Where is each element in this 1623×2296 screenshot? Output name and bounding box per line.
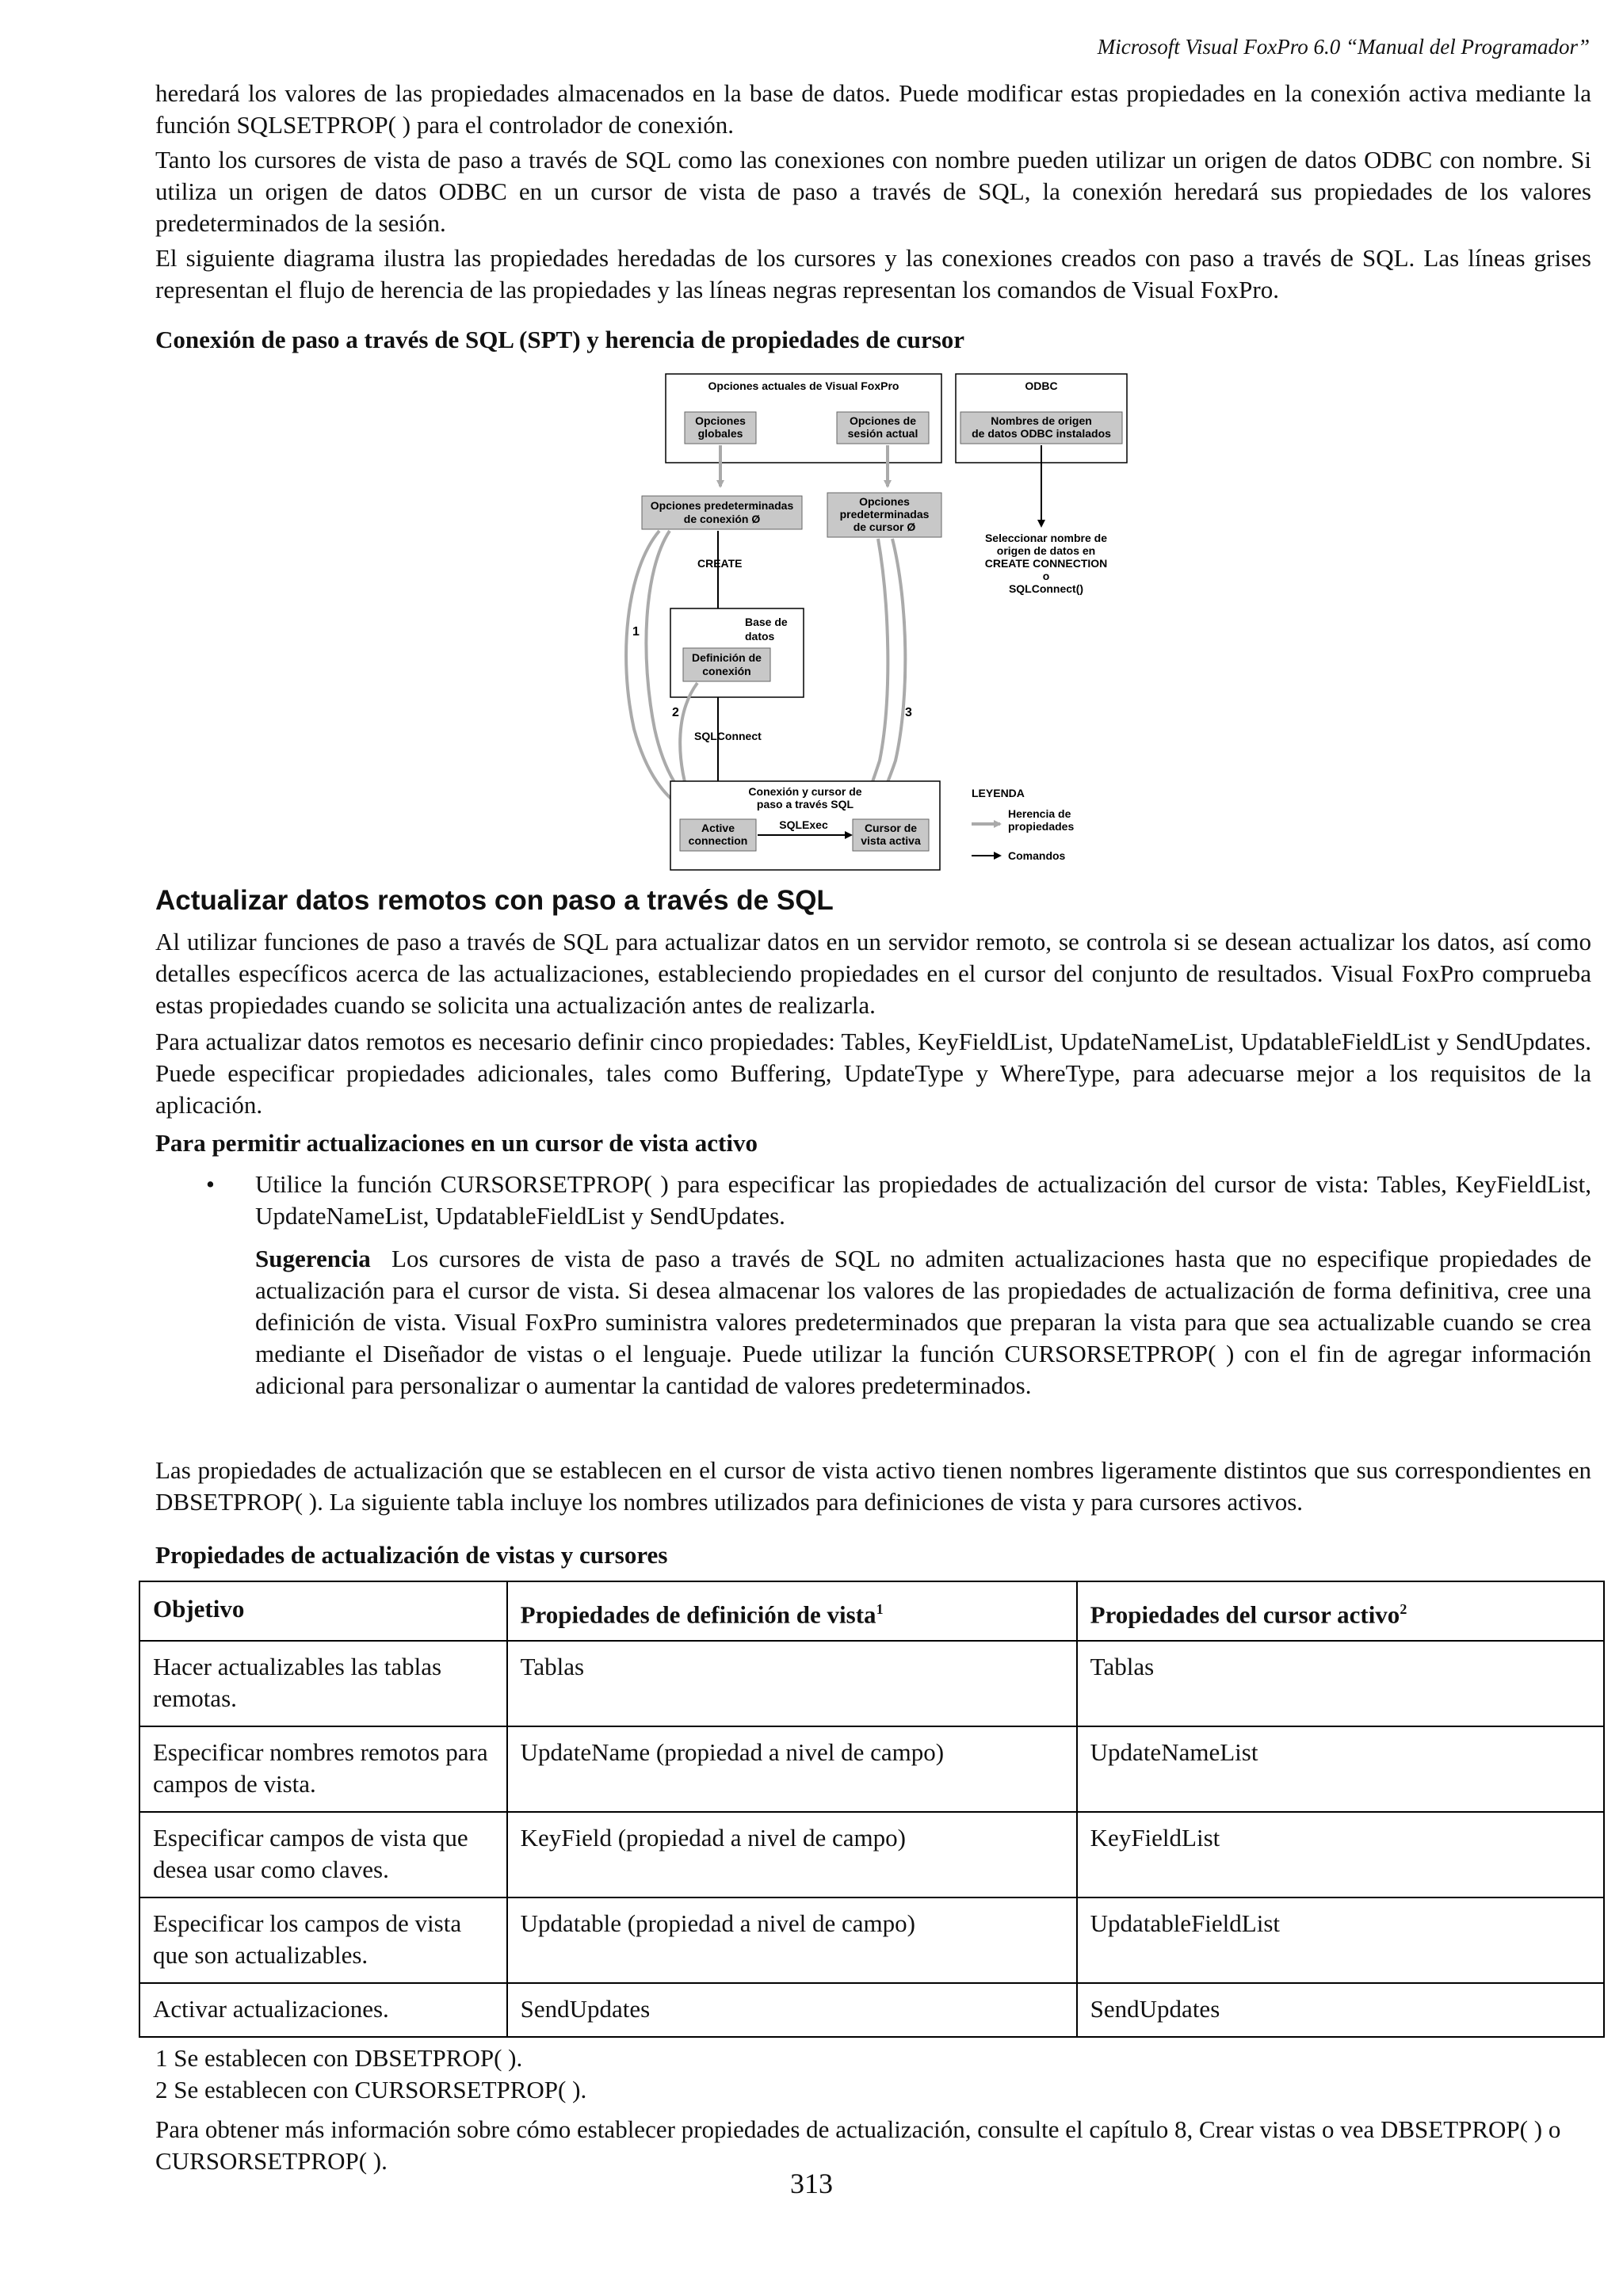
- bullet-text: Utilice la función CURSORSETPROP( ) para especificar las propiedades de actualización del cursor de vista: Tables, KeyFieldList, UpdateNameList, UpdatableFieldList y SendUpdates.: [255, 1170, 1591, 1230]
- vfp-options-title: Opciones actuales de Visual FoxPro: [708, 379, 899, 392]
- cell-objective: Especificar nombres remotos para campos de vista.: [139, 1726, 507, 1812]
- session-options-label: Opciones de: [849, 414, 917, 427]
- legend-commands-label: Comandos: [1008, 849, 1066, 862]
- section-title: Actualizar datos remotos con paso a través de SQL: [155, 885, 834, 916]
- legend-inherit-label: propiedades: [1008, 820, 1075, 833]
- global-options-label: Opciones: [695, 414, 746, 427]
- odbc-title: ODBC: [1025, 379, 1058, 392]
- cell-objective: Hacer actualizables las tablas remotas.: [139, 1641, 507, 1726]
- footnote-ref: 2: [1400, 1601, 1407, 1617]
- global-options-label: globales: [697, 427, 743, 440]
- paragraph-text: heredará los valores de las propiedades almacenados en la base de datos. Puede modificar estas propiedades en la conexión activa mediante la función SQLSETPROP( ) para el controlador de conexión.: [155, 79, 1591, 139]
- cell-view-def: UpdateName (propiedad a nivel de campo): [507, 1726, 1077, 1812]
- cursor-defaults-label: Opciones: [859, 495, 910, 508]
- header-objective: Objetivo: [139, 1581, 507, 1641]
- table-row: [139, 1983, 1604, 2037]
- conn-defaults-label: de conexión Ø: [683, 513, 761, 525]
- tip-label: Sugerencia: [255, 1245, 371, 1272]
- conn-definition-label: conexión: [702, 665, 751, 677]
- table-row: [139, 1641, 1604, 1726]
- conn-defaults-label: Opciones predeterminadas: [650, 499, 794, 512]
- footnote-ref: 1: [876, 1601, 884, 1617]
- cell-cursor: KeyFieldList: [1077, 1812, 1604, 1897]
- session-options-label: sesión actual: [847, 427, 918, 440]
- diagram-title: Conexión de paso a través de SQL (SPT) y herencia de propiedades de cursor: [155, 326, 965, 353]
- update-properties-table: [139, 1581, 1605, 2038]
- cell-objective: Especificar campos de vista que desea usar como claves.: [139, 1812, 507, 1897]
- cell-cursor: UpdateNameList: [1077, 1726, 1604, 1812]
- select-dsn-label: CREATE CONNECTION: [984, 557, 1108, 570]
- cursor-defaults-label: de cursor Ø: [853, 521, 916, 533]
- paragraph-text: Para actualizar datos remotos es necesario definir cinco propiedades: Tables, KeyFieldList, UpdateNameList, UpdatableFieldList y SendUpdates. Puede especificar propiedades adicionales, tales como Buffering, UpdateType y WhereType, para adecuarse mejor a los requisitos de la aplicación.: [155, 1028, 1591, 1119]
- select-dsn-label: o: [1042, 570, 1050, 582]
- cell-view-def: Tablas: [507, 1641, 1077, 1726]
- paragraph-text: Para obtener más información sobre cómo establecer propiedades de actualización, consulte el capítulo 8, Crear vistas o vea DBSETPROP( ) o CURSORSETPROP( ).: [155, 2115, 1561, 2175]
- select-dsn-label: Seleccionar nombre de: [984, 532, 1108, 544]
- procedure-title: Para permitir actualizaciones en un cursor de vista activo: [155, 1129, 758, 1157]
- spt-title: Conexión y cursor de: [748, 785, 862, 798]
- legend-title: LEYENDA: [972, 787, 1025, 799]
- bullet-dot: •: [206, 1170, 215, 1198]
- table-header-row: [139, 1581, 1604, 1641]
- section-heading: [155, 885, 1591, 917]
- cell-view-def: SendUpdates: [507, 1983, 1077, 2037]
- active-cursor-label: vista activa: [861, 834, 921, 847]
- footnote-2: 2 Se establecen con CURSORSETPROP( ).: [155, 2076, 587, 2103]
- cell-view-def: Updatable (propiedad a nivel de campo): [507, 1897, 1077, 1983]
- cell-cursor: Tablas: [1077, 1641, 1604, 1726]
- legend-inherit-label: Herencia de: [1008, 807, 1071, 820]
- database-label: Base de: [745, 616, 788, 628]
- table-caption: [155, 1539, 1591, 1571]
- page-number: 313: [790, 2168, 833, 2199]
- active-connection-label: Active: [701, 822, 735, 834]
- header-cursor: [1077, 1581, 1604, 1641]
- create-label: CREATE: [697, 557, 743, 570]
- cell-objective: Especificar los campos de vista que son actualizables.: [139, 1897, 507, 1983]
- sqlconnect-label: SQLConnect: [694, 730, 762, 742]
- table-row: [139, 1897, 1604, 1983]
- cell-cursor: UpdatableFieldList: [1077, 1897, 1604, 1983]
- cell-cursor: SendUpdates: [1077, 1983, 1604, 2037]
- paragraph-text: Las propiedades de actualización que se establecen en el cursor de vista activo tienen nombres ligeramente distintos que sus correspondientes en DBSETPROP( ). La siguiente tabla incluye los nombres utilizados para definiciones de vista y para cursores activos.: [155, 1456, 1591, 1516]
- active-connection-label: connection: [688, 834, 748, 847]
- active-cursor-label: Cursor de: [864, 822, 918, 834]
- paragraph-text: El siguiente diagrama ilustra las propiedades heredadas de los cursores y las conexiones creados con paso a través de SQL. Las líneas grises representan el flujo de herencia de las propiedades y las líneas negras representan los comandos de Visual FoxPro.: [155, 244, 1591, 303]
- table-row: [139, 1812, 1604, 1897]
- paragraph-property-names: [155, 1455, 1591, 1518]
- tip-text: Los cursores de vista de paso a través de SQL no admiten actualizaciones hasta que no especifique propiedades de actualización para el cursor de vista. Si desea almacenar los valores de las propiedades de actualización de forma definitiva, cree una definición de vista. Visual FoxPro suministra valores predeterminados que preparan la vista para que sea actualizable cuando se crea mediante el Diseñador de vistas o el lenguaje. Puede utilizar la función CURSORSETPROP( ) con el fin de agregar información adicional para personalizar o aumentar la cantidad de valores predeterminados.: [255, 1245, 1592, 1399]
- paragraph-five-properties: [155, 1026, 1591, 1121]
- spt-title: paso a través SQL: [756, 798, 854, 810]
- paragraph-text: Al utilizar funciones de paso a través de SQL para actualizar datos en un servidor remoto, se controla si se desean actualizar los datos, así como detalles específicos acerca de las actualizaciones, estableciendo propiedades en el cursor del conjunto de resultados. Visual FoxPro comprueba estas propiedades cuando se solicita una actualización antes de realizarla.: [155, 928, 1591, 1019]
- cell-objective: Activar actualizaciones.: [139, 1983, 507, 2037]
- table-row: [139, 1726, 1604, 1812]
- paragraph-update-control: [155, 926, 1591, 1021]
- path-number: 1: [632, 625, 640, 639]
- footnote-1: 1 Se establecen con DBSETPROP( ).: [155, 2044, 523, 2072]
- running-header: Microsoft Visual FoxPro 6.0 “Manual del Programador”: [1097, 35, 1590, 59]
- conn-definition-label: Definición de: [692, 651, 762, 664]
- table-title: Propiedades de actualización de vistas y cursores: [155, 1541, 668, 1569]
- header-cursor-label: Propiedades del cursor activo: [1090, 1600, 1400, 1629]
- procedure-heading: [155, 1127, 1591, 1159]
- path-number: 3: [905, 706, 912, 719]
- cell-view-def: KeyField (propiedad a nivel de campo): [507, 1812, 1077, 1897]
- select-dsn-label: SQLConnect(): [1008, 582, 1084, 595]
- select-dsn-label: origen de datos en: [996, 544, 1096, 557]
- header-view-def: [507, 1581, 1077, 1641]
- path-number: 2: [672, 706, 679, 719]
- header-view-def-label: Propiedades de definición de vista: [520, 1600, 876, 1629]
- dsn-label: Nombres de origen: [991, 414, 1092, 427]
- tip-paragraph: [255, 1243, 1591, 1402]
- sqlexec-label: SQLExec: [779, 818, 828, 831]
- database-label: datos: [745, 630, 775, 643]
- cursor-defaults-label: predeterminadas: [839, 508, 930, 521]
- paragraph-text: Tanto los cursores de vista de paso a través de SQL como las conexiones con nombre pueden utilizar un origen de datos ODBC con nombre. Si utiliza un origen de datos ODBC en un cursor de vista de paso a través de SQL, la conexión heredará sus propiedades de los valores predeterminados de la sesión.: [155, 146, 1591, 237]
- dsn-label: de datos ODBC instalados: [972, 427, 1111, 440]
